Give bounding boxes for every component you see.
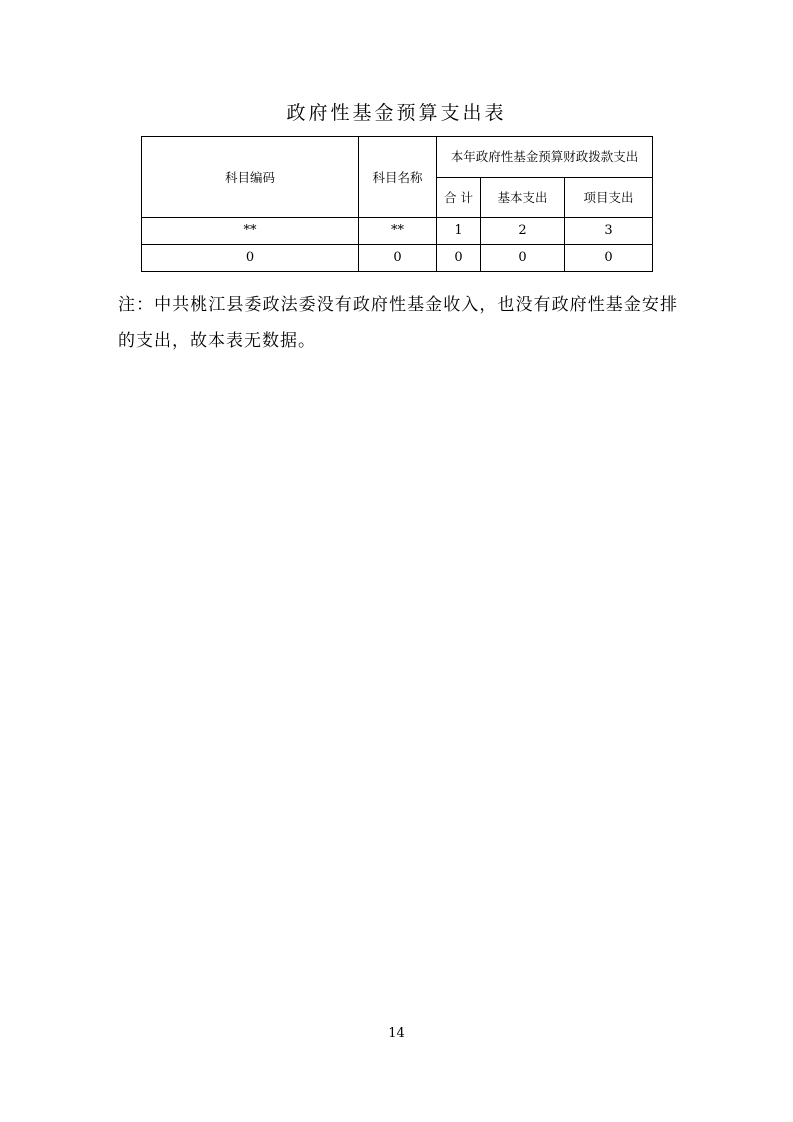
budget-expenditure-table (141, 136, 653, 272)
table-row (142, 245, 653, 272)
cell-project: 0 (565, 245, 653, 272)
table-row (142, 218, 653, 245)
cell-subject-name: ** (359, 218, 437, 245)
cell-basic: 0 (481, 245, 565, 272)
cell-basic: 2 (481, 218, 565, 245)
header-subject-name: 科目名称 (359, 137, 437, 218)
header-group-expenditure: 本年政府性基金预算财政拨款支出 (437, 137, 653, 178)
header-total: 合 计 (437, 177, 481, 218)
cell-total: 0 (437, 245, 481, 272)
cell-subject-name: 0 (359, 245, 437, 272)
header-basic: 基本支出 (481, 177, 565, 218)
page-number: 14 (388, 1026, 405, 1041)
cell-project: 3 (565, 218, 653, 245)
page-title: 政府性基金预算支出表 (286, 102, 507, 124)
cell-total: 1 (437, 218, 481, 245)
table-header-row-1 (142, 137, 653, 178)
cell-subject-code: ** (142, 218, 359, 245)
table-note: 注：中共桃江县委政法委没有政府性基金收入，也没有政府性基金安排的支出，故本表无数据。 (118, 295, 678, 351)
cell-subject-code: 0 (142, 245, 359, 272)
header-subject-code: 科目编码 (142, 137, 359, 218)
header-project: 项目支出 (565, 177, 653, 218)
